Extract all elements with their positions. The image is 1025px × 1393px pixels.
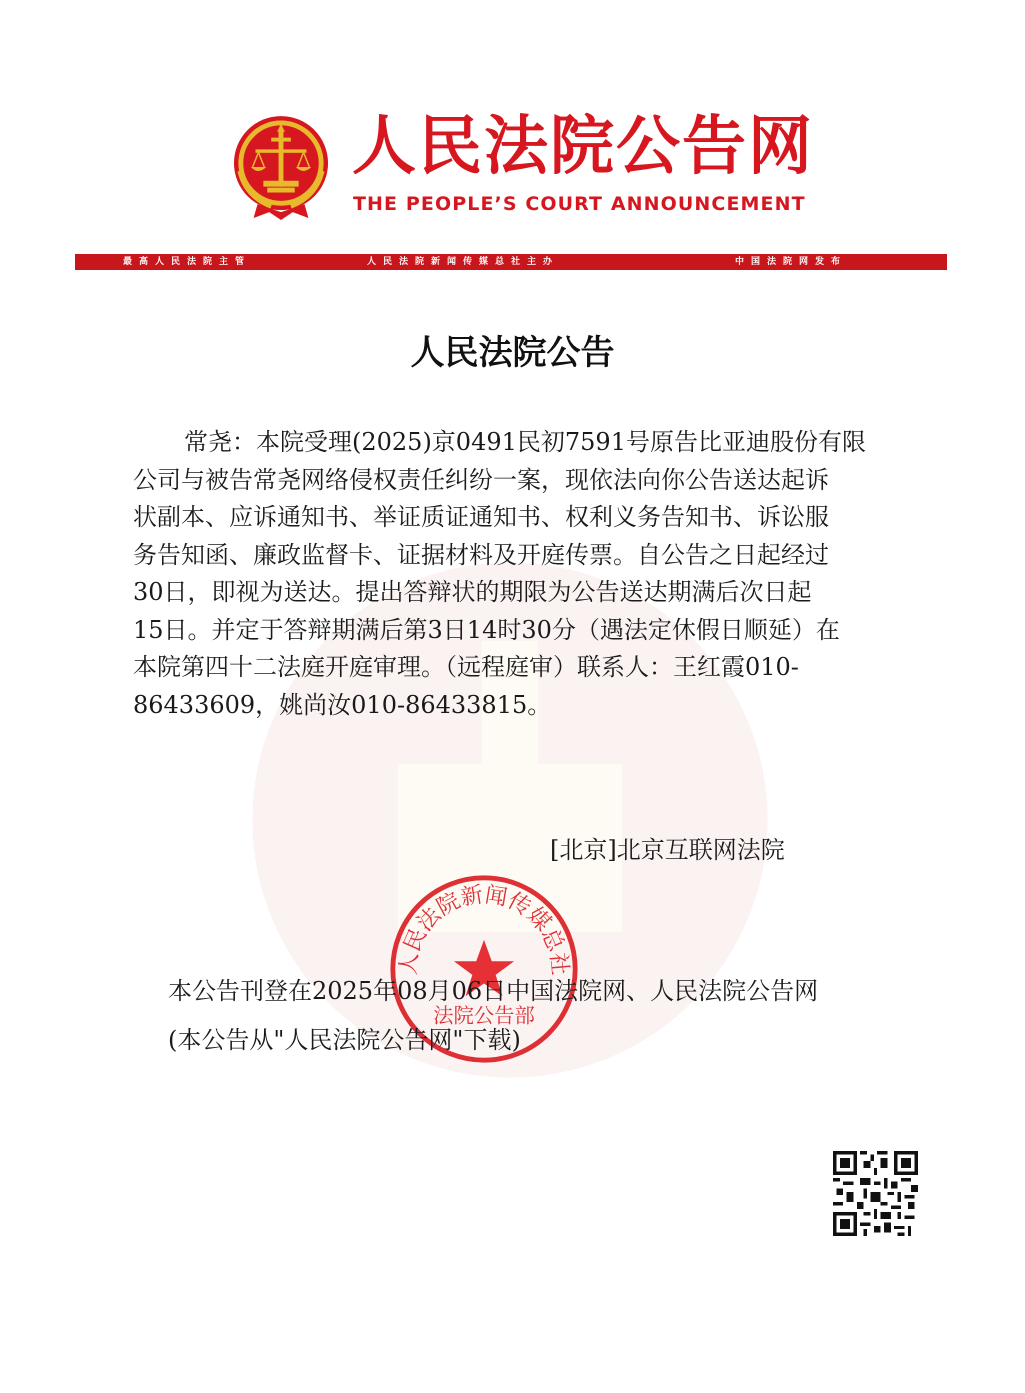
body-line: 本院第四十二法庭开庭审理。（远程庭审）联系人：王红霞010-	[133, 653, 799, 681]
announcement-body	[133, 424, 895, 724]
body-line: 常尧：本院受理(2025)京0491民初7591号原告比亚迪股份有限	[184, 428, 866, 456]
qr-code-icon	[833, 1151, 918, 1236]
header-red-bar	[75, 254, 947, 270]
bar-text-sponsor: 人民法院新闻传媒总社主办	[367, 257, 560, 267]
document-title: 人民法院公告	[410, 333, 615, 373]
seal-center-text: 法院公告部	[433, 1003, 535, 1028]
bar-text-supervisor: 最高人民法院主管	[123, 257, 252, 267]
seal-ring-text: 人民法院新闻传媒总社	[395, 881, 573, 977]
body-line: 86433609，姚尚汝010-86433815。	[133, 690, 552, 719]
body-line: 30日，即视为送达。提出答辩状的期限为公告送达期满后次日起	[133, 578, 812, 606]
publication-notice: 本公告刊登在2025年08月06日中国法院网、人民法院公告网	[168, 977, 819, 1005]
body-line: 公司与被告常尧网络侵权责任纠纷一案，现依法向你公告送达起诉	[133, 465, 829, 494]
download-source-note: (本公告从"人民法院公告网"下载)	[168, 1026, 521, 1054]
body-line: 15日。并定于答辩期满后第3日14时30分（遇法定休假日顺延）在	[133, 615, 840, 644]
brand-name-en: THE PEOPLE’S COURT ANNOUNCEMENT	[353, 193, 806, 215]
bar-text-publisher: 中国法院网发布	[735, 257, 848, 267]
body-line: 状副本、应诉通知书、举证质证通知书、权利义务告知书、诉讼服	[133, 503, 829, 531]
body-line: 务告知函、廉政监督卡、证据材料及开庭传票。自公告之日起经过	[133, 540, 829, 569]
court-emblem-icon	[232, 114, 330, 224]
brand-name-cn: 人民法院公告网	[352, 110, 814, 184]
issuing-court: [北京]北京互联网法院	[550, 836, 785, 864]
